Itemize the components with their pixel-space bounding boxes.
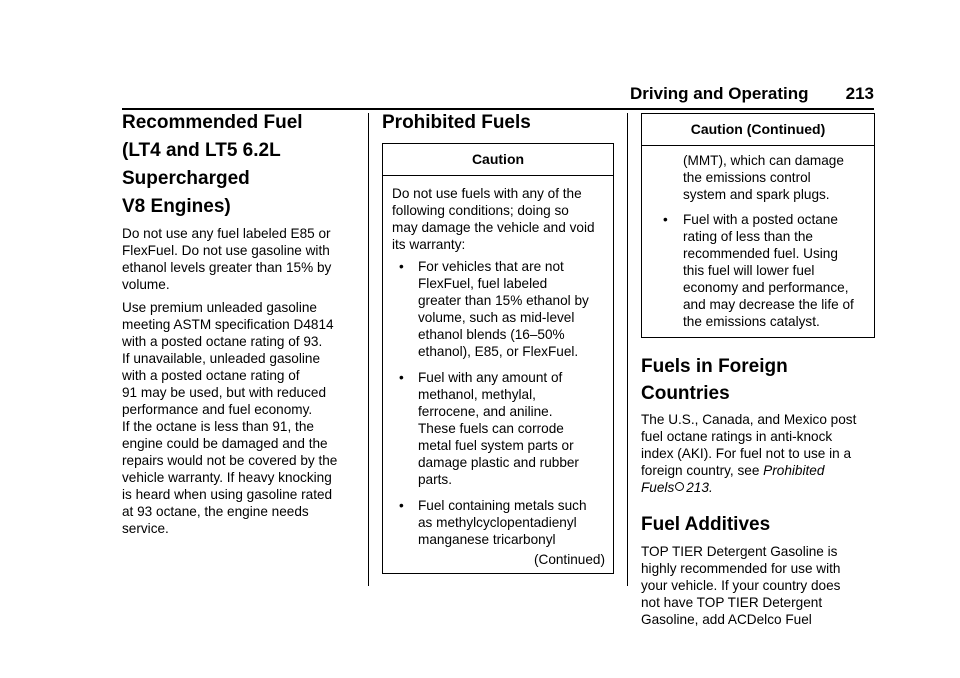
bullet-mark: • [399, 259, 404, 274]
fuels-link[interactable]: Fuels [641, 480, 675, 495]
caution-title: Caution [383, 144, 613, 176]
column-divider-2 [627, 113, 628, 586]
paragraph-foreign-countries: The U.S., Canada, and Mexico post fuel octane ratings in anti-knock index (AKI). For fuel not to use in a foreign country, see Prohibited Fuels 213. [641, 412, 857, 495]
bullet-mark: • [663, 212, 668, 227]
caution-body [383, 176, 613, 573]
caution-continued-title: Caution (Continued) [642, 114, 874, 146]
prohibited-fuels-link[interactable]: Prohibited [763, 463, 825, 478]
heading-recommended-fuel: Recommended Fuel (LT4 and LT5 6.2L Supercharged V8 Engines) [122, 112, 303, 217]
paragraph-premium-gasoline: Use premium unleaded gasoline meeting ASTM specification D4814 with a posted octane rating of 93. If unavailable, unleaded gasoline with a posted octane rating of 91 may be used, but with reduced performance and fuel economy. If the octane is less than 91, the engine could be damaged and the repairs would not be covered by the vehicle warranty. If heavy knocking is heard when using gasoline rated at 93 octane, the engine needs service. [122, 300, 338, 536]
caution-box-continued [641, 113, 875, 338]
paragraph-e85-warning: Do not use any fuel labeled E85 or FlexFuel. Do not use gasoline with ethanol levels greater than 15% by volume. [122, 226, 332, 292]
column-prohibited-fuels [382, 110, 614, 574]
heading-fuels-in-foreign-countries: Fuels in Foreign Countries [641, 356, 788, 404]
heading-fuel-additives: Fuel Additives [641, 514, 771, 535]
page-header [630, 80, 874, 106]
bullet-mark: • [399, 370, 404, 385]
column-foreign-and-additives [641, 113, 875, 634]
bullet-methanol: • Fuel with any amount of methanol, methylal, ferrocene, and aniline. These fuels can corrode metal fuel system parts or damage plastic and rubber parts. [399, 370, 579, 487]
column-recommended-fuel [122, 110, 355, 543]
page-number: 213 [845, 84, 874, 103]
bullet-flexfuel: • For vehicles that are not FlexFuel, fuel labeled greater than 15% ethanol by volume, such as mid-level ethanol blends (16–50% ethanol), E85, or FlexFuel. [399, 259, 589, 359]
bullet-metals: • Fuel containing metals such as methylcyclopentadienyl manganese tricarbonyl [399, 498, 587, 547]
page-reference-icon [675, 482, 684, 491]
bullet-low-octane: • Fuel with a posted octane rating of less than the recommended fuel. Using this fuel will lower fuel economy and performance, and may decrease the life of the emissions catalyst. [663, 212, 854, 329]
continued-label: (Continued) [533, 552, 605, 567]
paragraph-fuel-additives: TOP TIER Detergent Gasoline is highly recommended for use with your vehicle. If your country does not have TOP TIER Detergent Gasoline, add ACDelco Fuel [641, 544, 841, 627]
column-divider-1 [368, 113, 369, 586]
mmt-continuation: (MMT), which can damage the emissions control system and spark plugs. [683, 153, 844, 202]
page-reference[interactable]: 213 [686, 480, 709, 495]
caution-box [382, 143, 614, 574]
section-title: Driving and Operating [630, 84, 809, 103]
heading-prohibited-fuels: Prohibited Fuels [382, 112, 531, 133]
caution-continued-body [642, 146, 874, 337]
bullet-mark: • [399, 498, 404, 513]
caution-intro: Do not use fuels with any of the following conditions; doing so may damage the vehicle and void its warranty: [392, 186, 595, 252]
